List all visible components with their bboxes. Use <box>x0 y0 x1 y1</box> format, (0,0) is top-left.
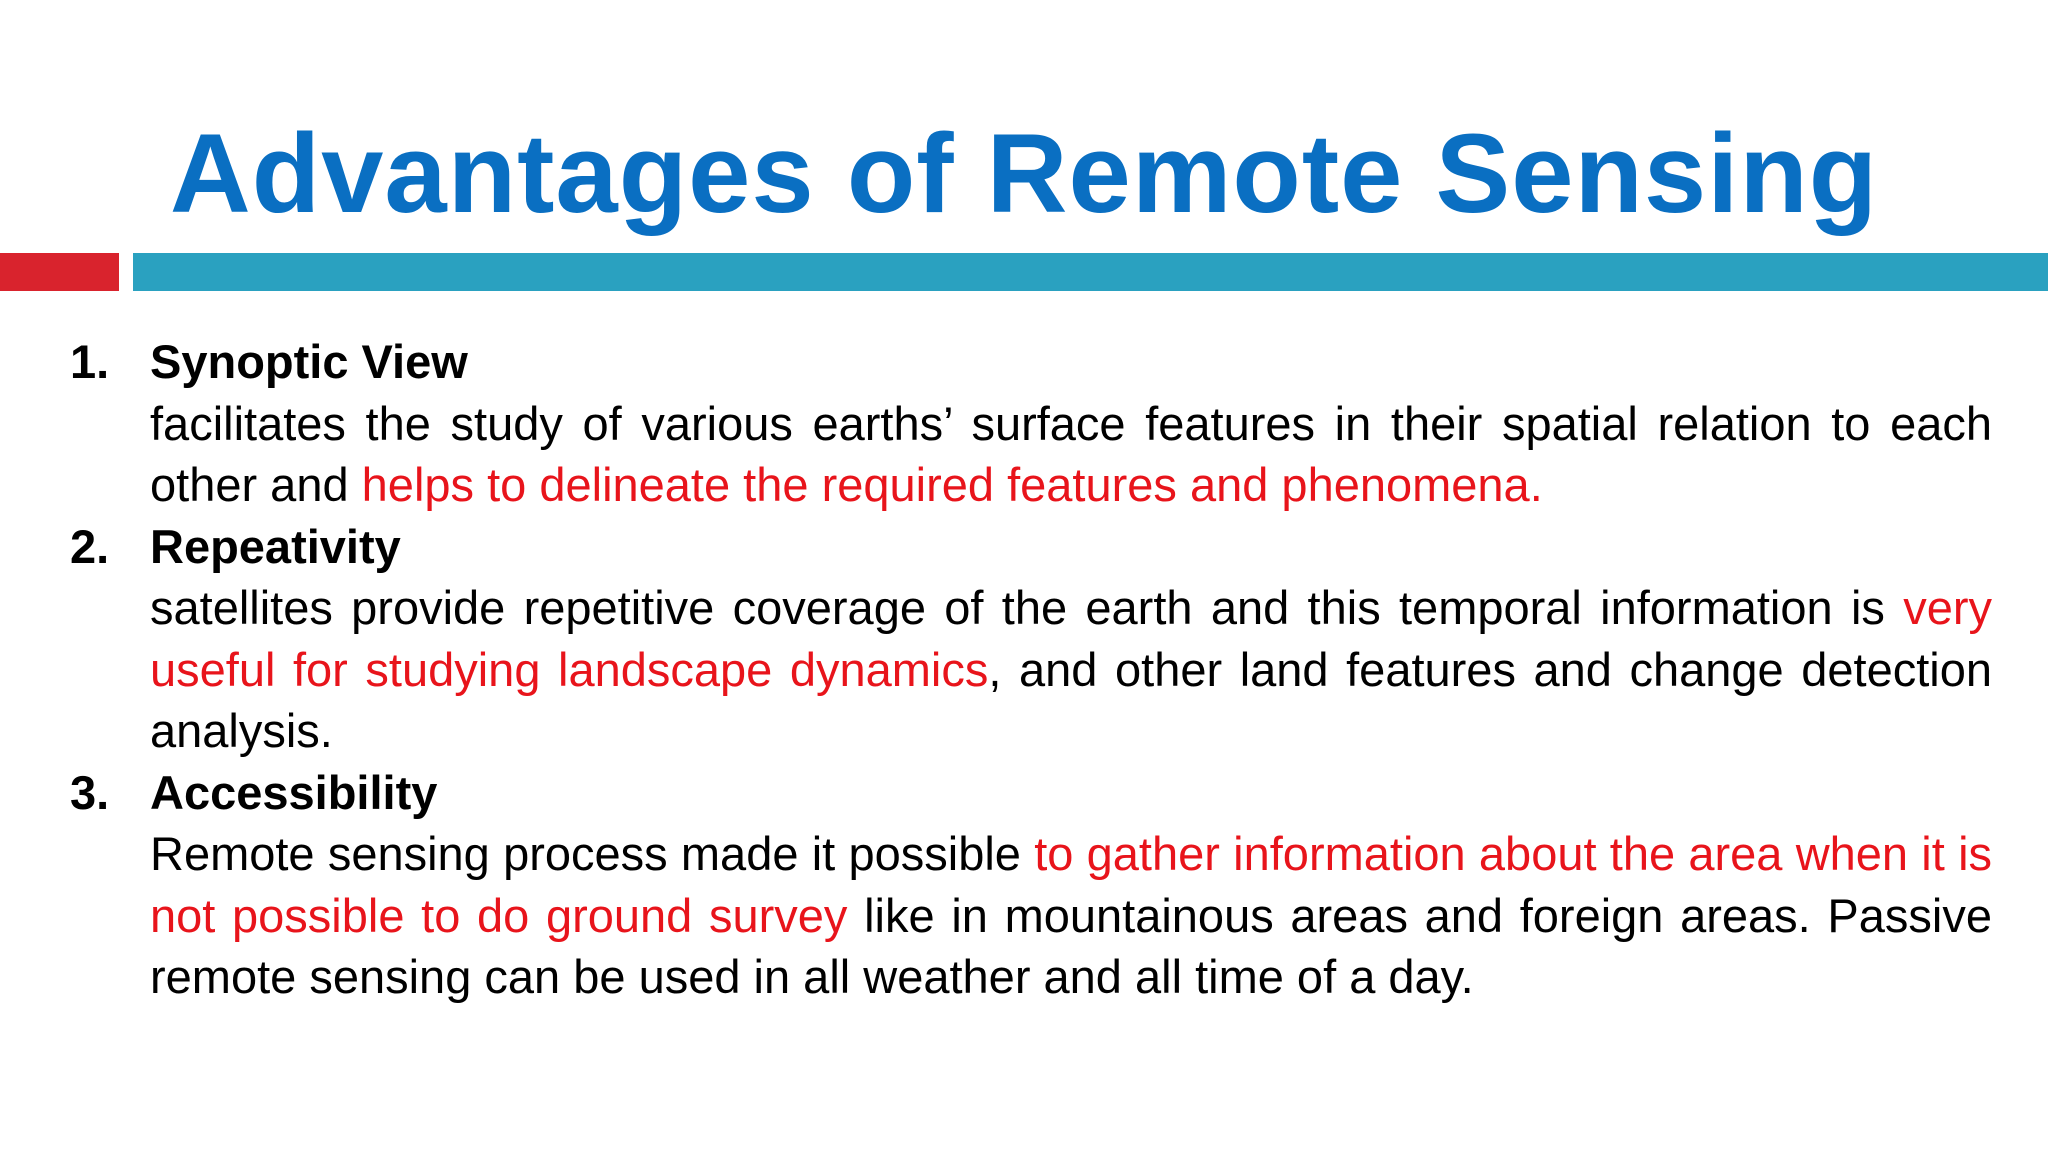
item-number: 2. <box>70 519 110 573</box>
body-text: satellites provide repetitive coverage of the earth and this temporal information is <box>150 581 1904 634</box>
item-body <box>150 393 1992 516</box>
item-body <box>150 823 1992 1008</box>
highlighted-text: very useful for studying landscape dynamics <box>150 581 1992 696</box>
list-item-accessibility <box>70 762 1992 1008</box>
title-underline-bar <box>133 253 2048 291</box>
item-heading: Synoptic View <box>150 335 468 388</box>
item-body <box>150 577 1992 762</box>
highlighted-text: to gather information about the area when it is not possible to do ground survey <box>150 827 1993 942</box>
list-item-synoptic-view <box>70 331 1992 516</box>
slide-title: Advantages of Remote Sensing <box>169 111 1879 236</box>
body-text: Remote sensing process made it possible <box>150 827 1035 880</box>
advantages-list <box>70 331 1992 1008</box>
body-text: facilitates the study of various earths’ surface features in their spatial relation to each other and <box>150 396 1992 511</box>
item-number: 1. <box>70 335 110 388</box>
body-text: like in mountainous areas and foreign areas. Passive remote sensing can be used in all weather and all time of a day. <box>150 888 1992 1003</box>
item-heading: Accessibility <box>150 765 438 819</box>
item-number: 3. <box>70 765 110 819</box>
list-item-repeativity <box>70 516 1992 762</box>
body-text: , and other land features and change detection analysis. <box>150 642 1993 757</box>
accent-bar <box>0 253 119 291</box>
item-heading: Repeativity <box>150 519 401 573</box>
highlighted-text: helps to delineate the required features and phenomena. <box>361 458 1543 511</box>
